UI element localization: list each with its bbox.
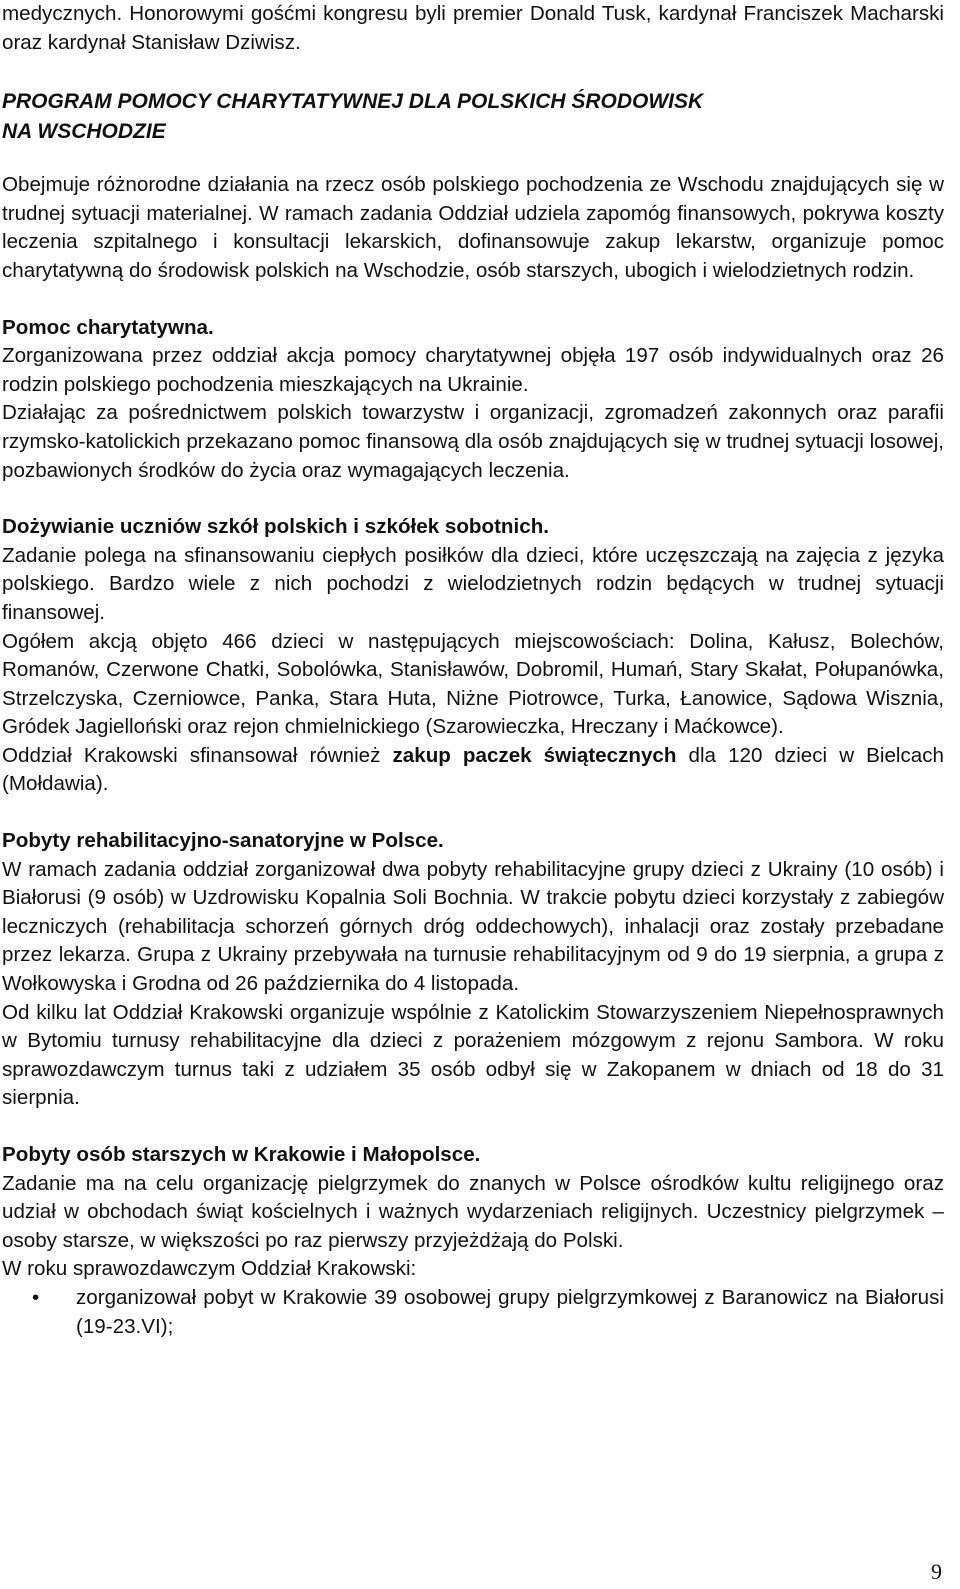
- charity-paragraph-2: Działając za pośrednictwem polskich towarzystw i organizacji, zgromadzeń zakonnych oraz parafii rzymsko-katolickich przekazano pomoc finansową dla osób znajdujących się w trudnej sytuacji losowej, pozbawionych środków do życia oraz wymagających leczenia.: [2, 401, 944, 482]
- activities-list: [2, 1284, 944, 1341]
- section-title-line-1: PROGRAM POMOCY CHARYTATYWNEJ DLA POLSKICH ŚRODOWISK: [2, 90, 704, 114]
- elderly-paragraph-2: W roku sprawozdawczym Oddział Krakowski:: [2, 1257, 417, 1281]
- program-paragraph: Obejmuje różnorodne działania na rzecz osób polskiego pochodzenia ze Wschodu znajdujących się w trudnej sytuacji materialnej. W ramach zadania Oddział udziela zapomóg finansowych, pokrywa koszty leczenia szpitalnego i konsultacji lekarskich, dofinansowuje zakup lekarstw, organizuje pomoc charytatywną do środowisk polskich na Wschodzie, osób starszych, ubogich i wielodzietnych rodzin.: [2, 173, 944, 282]
- charity-paragraph-1: Zorganizowana przez oddział akcja pomocy charytatywnej objęła 197 osób indywidualnych oraz 26 rodzin polskiego pochodzenia mieszkających na Ukrainie.: [2, 344, 944, 396]
- intro-paragraph: medycznych. Honorowymi gośćmi kongresu byli premier Donald Tusk, kardynał Franciszek Macharski oraz kardynał Stanisław Dziwisz.: [2, 2, 944, 54]
- list-item: [2, 1284, 944, 1341]
- nutrition-paragraph-2: Ogółem akcją objęto 466 dzieci w następujących miejscowościach: Dolina, Kałusz, Bolechów, Romanów, Czerwone Chatki, Sobolówka, Stanisławów, Dobromil, Humań, Stary Skałat, Połupanówka, Strzelczyska, Czerniowce, Panka, Stara Huta, Niżne Piotrowce, Turka, Łanowice, Sądowa Wisznia, Gródek Jagielloński oraz rejon chmielnickiego (Szarowieczka, Hreczany i Maćkowce).: [2, 629, 944, 739]
- heading-elderly: Pobyty osób starszych w Krakowie i Małopolsce.: [2, 1143, 481, 1166]
- page-content: [2, 0, 944, 1341]
- heading-rehab: Pobyty rehabilitacyjno-sanatoryjne w Polsce.: [2, 829, 444, 853]
- nutrition-text-bold: zakup paczek świątecznych: [392, 743, 677, 767]
- section-title-line-2: NA WSCHODZIE: [2, 120, 166, 144]
- rehab-paragraph-1: W ramach zadania oddział zorganizował dwa pobyty rehabilitacyjne grupy dzieci z Ukrainy (10 osób) i Białorusi (9 osób) w Uzdrowisku Kopalnia Soli Bochnia. W trakcie pobytu dzieci korzystały z zabiegów leczniczych (rehabilitacja schorzeń górnych dróg oddechowych), inhalacji oraz zostały przebadane przez lekarza. Grupa z Ukrainy przebywała na turnusie rehabilitacyjnym od 9 do 19 sierpnia, a grupa z Wołkowyska i Grodna od 26 października do 4 listopada.: [2, 857, 944, 996]
- elderly-paragraph-1: Zadanie ma na celu organizację pielgrzymek do znanych w Polsce ośrodków kultu religijnego oraz udział w obchodach świąt kościelnych i ważnych wydarzeniach religijnych. Uczestnicy pielgrzymek – osoby starsze, w większości po raz pierwszy przyjeżdżają do Polski.: [2, 1171, 944, 1252]
- list-item-text: zorganizował pobyt w Krakowie 39 osobowej grupy pielgrzymkowej z Baranowicz na Białorusi (19-23.VI);: [76, 1285, 944, 1338]
- bullet-icon: •: [32, 1285, 40, 1309]
- heading-charity: Pomoc charytatywna.: [2, 315, 214, 339]
- nutrition-text-c: dla 120 dzieci w Bielcach (Mołdawia).: [2, 743, 944, 796]
- heading-nutrition: Dożywianie uczniów szkół polskich i szkółek sobotnich.: [2, 515, 549, 539]
- rehab-paragraph-2: Od kilku lat Oddział Krakowski organizuje wspólnie z Katolickim Stowarzyszeniem Niepełnosprawnych w Bytomiu turnusy rehabilitacyjne dla dzieci z porażeniem mózgowym z rejonu Sambora. W roku sprawozdawczym turnus taki z udziałem 35 osób odbył się w Zakopanem w dniach od 18 do 31 sierpnia.: [2, 1000, 944, 1110]
- nutrition-text-a: Oddział Krakowski sfinansował również: [2, 743, 393, 767]
- nutrition-paragraph-1: Zadanie polega na sfinansowaniu ciepłych posiłków dla dzieci, które uczęszczają na zajęcia z języka polskiego. Bardzo wiele z nich pochodzi z wielodzietnych rodzin będących w trudnej sytuacji finansowej.: [2, 543, 944, 624]
- page-number: 9: [931, 1559, 942, 1584]
- nutrition-paragraph-3: [2, 742, 944, 799]
